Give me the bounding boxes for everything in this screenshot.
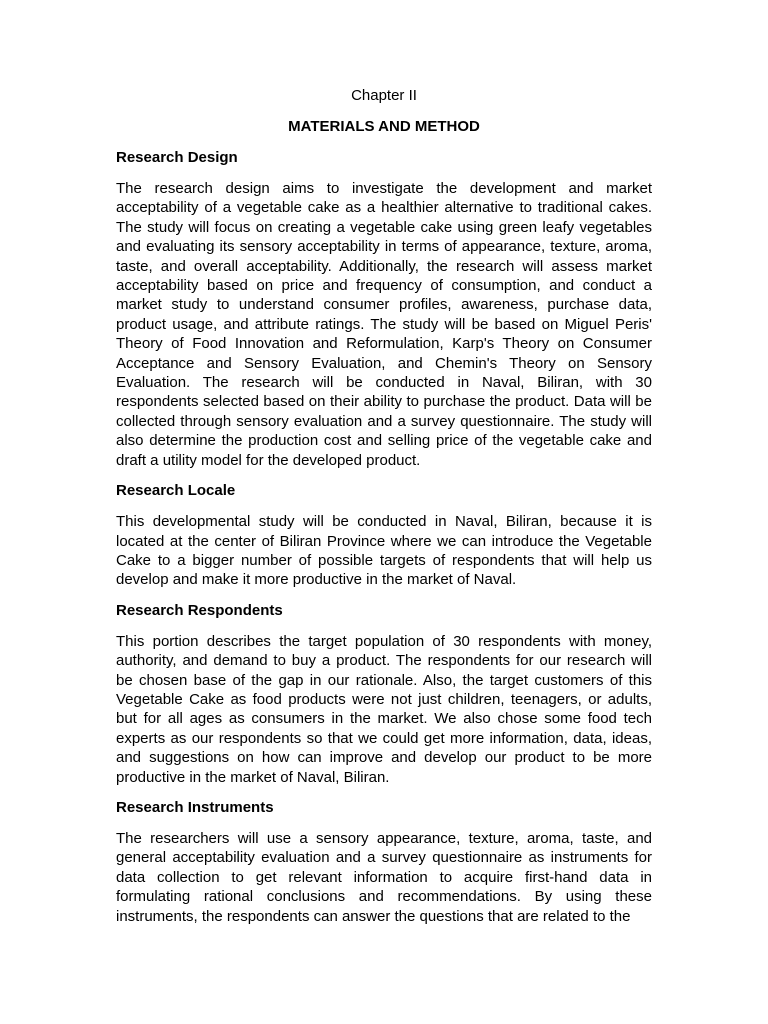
- paragraph-research-instruments: The researchers will use a sensory appearance, texture, aroma, taste, and general acceptability evaluation and a survey questionnaire as instruments for data collection to get relevant information to acquire first-hand data in formulating rational conclusions and recommendations. By using these instruments, the respondents can answer the questions that are related to the: [116, 829, 652, 925]
- paragraph-research-locale: This developmental study will be conducted in Naval, Biliran, because it is located at the center of Biliran Province where we can introduce the Vegetable Cake to a bigger number of possible targets of respondents that will help us develop and make it more productive in the market of Naval.: [116, 513, 652, 589]
- page-title: MATERIALS AND METHOD: [288, 118, 480, 135]
- heading-research-design: Research Design: [116, 149, 238, 166]
- chapter-label: Chapter II: [351, 87, 417, 104]
- heading-research-locale: Research Locale: [116, 482, 236, 500]
- heading-research-respondents: Research Respondents: [116, 601, 283, 619]
- heading-research-instruments: Research Instruments: [116, 798, 274, 816]
- document-page: [116, 86, 652, 937]
- paragraph-research-respondents: This portion describes the target population of 30 respondents with money, authority, and demand to buy a product. The respondents for our research will be chosen base of the gap in our rationale. Also, the target customers of this Vegetable Cake as food products were not just children, teenagers, or adults, but for all ages as consumers in the market. We also chose some food tech experts as our respondents so that we could get more information, data, ideas, and suggestions on how can improve and develop our product to be more productive in the market of Naval, Biliran.: [116, 632, 652, 786]
- paragraph-research-design: The research design aims to investigate the development and market acceptability of a vegetable cake as a healthier alternative to traditional cakes. The study will focus on creating a vegetable cake using green leafy vegetables and evaluating its sensory acceptability in terms of appearance, texture, aroma, taste, and overall acceptability. Additionally, the research will assess market acceptability based on price and frequency of consumption, and conduct a market study to understand consumer profiles, awareness, purchase data, product usage, and attribute ratings. The study will be based on Miguel Peris' Theory of Food Innovation and Reformulation, Karp's Theory on Consumer Acceptance and Sensory Evaluation, and Chemin's Theory on Sensory Evaluation. The research will be conducted in Naval, Biliran, with 30 respondents selected based on their ability to purchase the product. Data will be collected through sensory evaluation and a survey questionnaire. The study will also determine the production cost and selling price of the vegetable cake and draft a utility model for the developed product.: [116, 180, 652, 469]
